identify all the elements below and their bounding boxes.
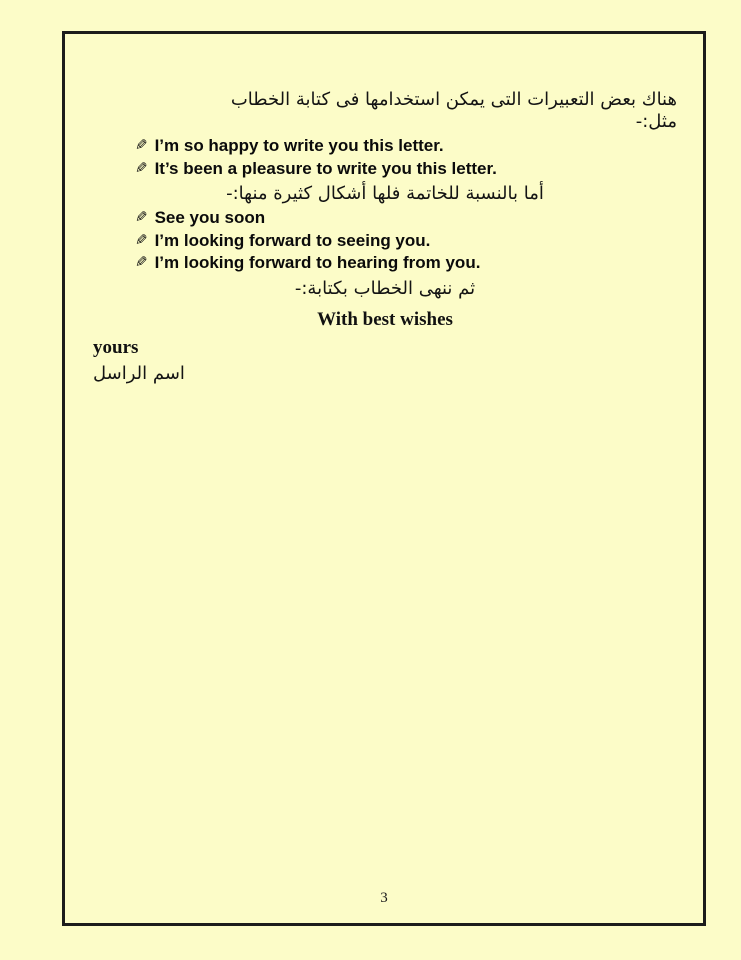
signoff-text: With best wishes [317, 308, 453, 330]
closings-list [135, 207, 677, 275]
yours-label: yours [93, 336, 139, 358]
page-border-frame [62, 31, 706, 926]
list-item [135, 135, 677, 158]
list-item [135, 158, 677, 181]
arabic-intro-line: هناك بعض التعبيرات التى يمكن استخدامها فى كتابة الخطاب [230, 89, 677, 110]
closing-text: I’m looking forward to hearing from you. [154, 253, 481, 272]
expressions-list [135, 135, 677, 180]
expression-text: I’m so happy to write you this letter. [154, 136, 444, 155]
list-item [135, 230, 677, 253]
arabic-such-as-line: مثل:- [635, 111, 677, 132]
arabic-ending-intro-line: ثم ننهى الخطاب بكتابة:- [294, 277, 476, 299]
expression-text: It’s been a pleasure to write you this letter. [154, 158, 497, 178]
closing-text: See you soon [154, 208, 266, 227]
page-content [93, 89, 677, 386]
pen-bullet-icon: ✎ [135, 159, 148, 177]
pen-bullet-icon: ✎ [135, 137, 148, 154]
pen-bullet-icon: ✎ [135, 231, 148, 249]
list-item [135, 252, 677, 275]
arabic-closing-intro-line: أما بالنسبة للخاتمة فلها أشكال كثيرة منها:- [226, 183, 544, 204]
pen-bullet-icon: ✎ [135, 209, 148, 226]
closing-text: I’m looking forward to seeing you. [154, 230, 431, 250]
sender-name-placeholder: اسم الراسل [93, 362, 185, 384]
list-item [135, 207, 677, 230]
page-number: 3 [380, 890, 388, 906]
pen-bullet-icon: ✎ [135, 254, 148, 271]
